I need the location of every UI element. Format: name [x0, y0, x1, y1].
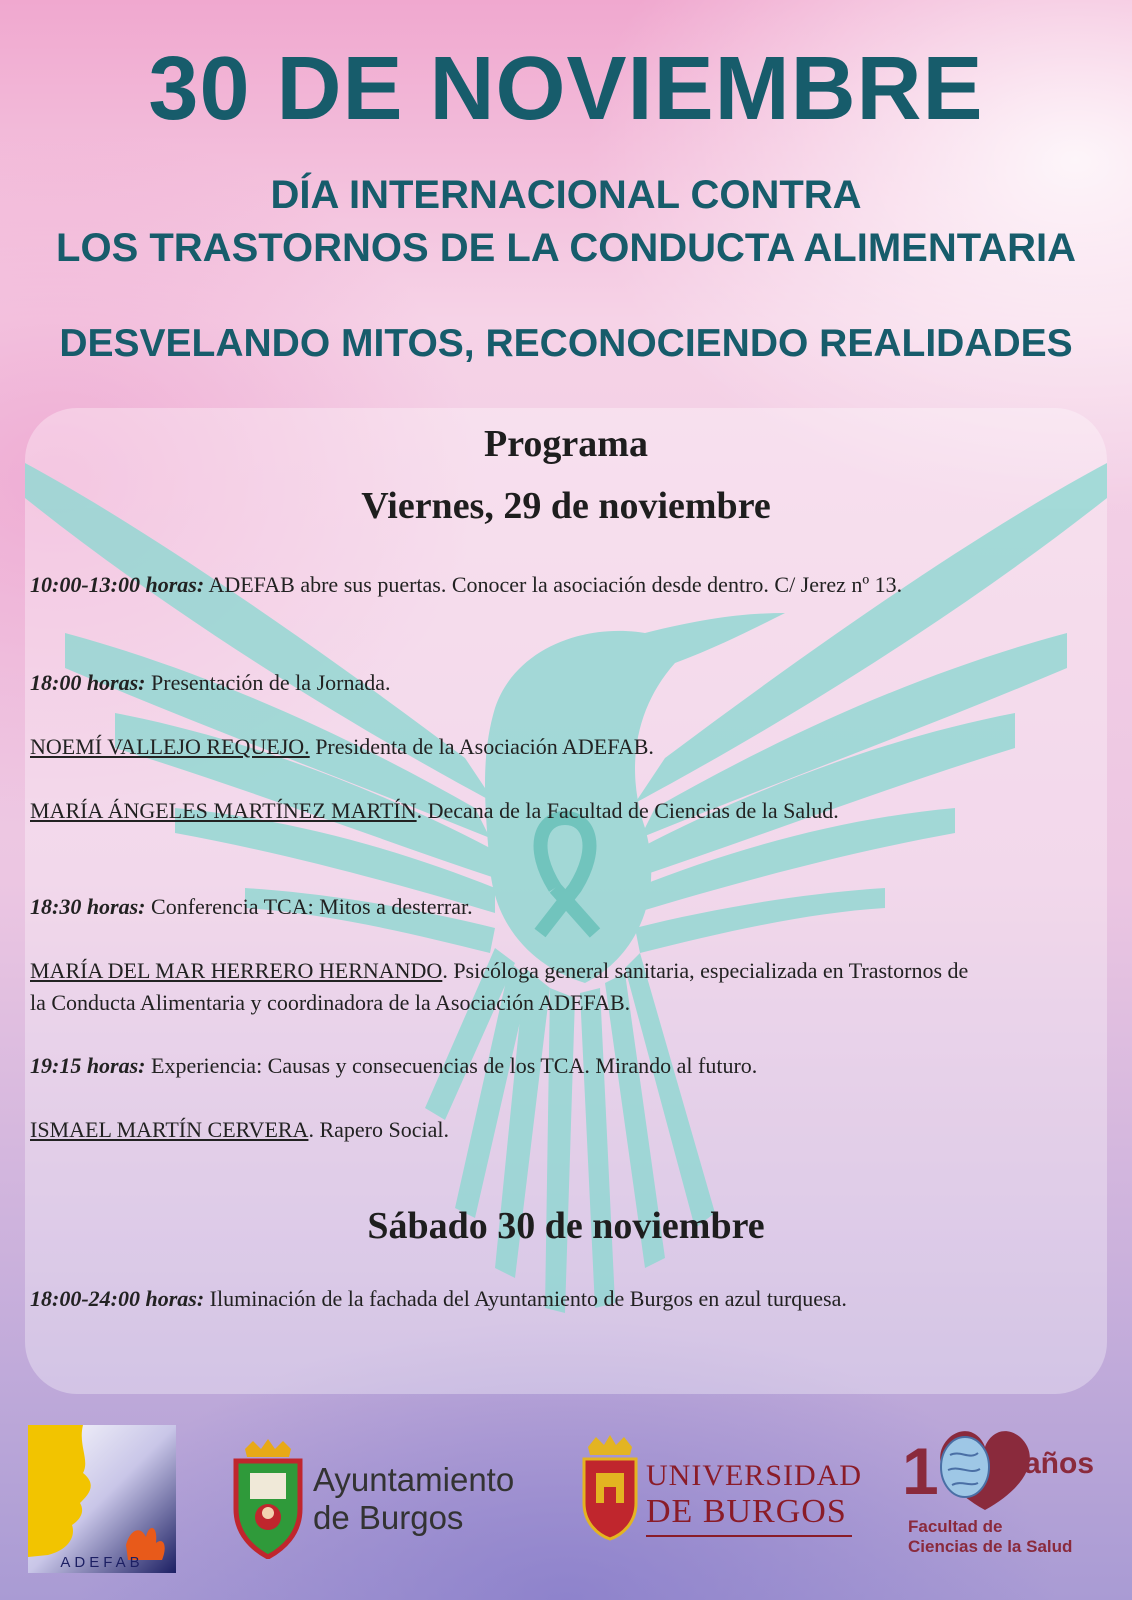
speaker-maria-angeles: [30, 795, 1105, 827]
event-illumination: [30, 1283, 1105, 1315]
speaker-noemi: [30, 731, 1105, 763]
day2-title: Sábado 30 de noviembre: [367, 1205, 765, 1247]
svg-text:ADEFAB: ADEFAB: [60, 1554, 144, 1571]
speaker-role-continued: la Conducta Alimentaria y coordinadora de la Asociación ADEFAB.: [30, 990, 631, 1015]
event-text: Conferencia TCA: Mitos a desterrar.: [145, 894, 473, 919]
ayuntamiento-shield-icon: [233, 1439, 303, 1559]
speaker-role: . Rapero Social.: [308, 1117, 449, 1142]
ayuntamiento-line1: Ayuntamiento: [313, 1461, 515, 1498]
facultad-line1: Facultad de: [908, 1517, 1003, 1536]
event-time: 10:00-13:00 horas:: [30, 572, 205, 597]
subtitle-line-2: LOS TRASTORNOS DE LA CONDUCTA ALIMENTARIA: [56, 226, 1076, 270]
event-time: 18:30 horas:: [30, 894, 146, 919]
event-time: 18:00-24:00 horas:: [30, 1286, 205, 1311]
universidad-line1: UNIVERSIDAD: [646, 1459, 862, 1492]
day1-title: Viernes, 29 de noviembre: [361, 485, 771, 527]
event-adefab-open: [30, 569, 1105, 601]
event-conference: [30, 891, 1105, 923]
facultad-line2: Ciencias de la Salud: [908, 1537, 1073, 1556]
event-text: ADEFAB abre sus puertas. Conocer la asociación desde dentro. C/ Jerez nº 13.: [204, 572, 903, 597]
subtitle-line-1: DÍA INTERNACIONAL CONTRA: [270, 173, 862, 217]
motto: DESVELANDO MITOS, RECONOCIENDO REALIDADES: [59, 322, 1073, 365]
event-text: Iluminación de la fachada del Ayuntamiento de Burgos en azul turquesa.: [204, 1286, 847, 1311]
facultad-years: años: [1024, 1447, 1095, 1480]
sponsor-logos: [0, 1425, 1132, 1585]
program-heading: Programa: [484, 423, 648, 465]
speaker-name: NOEMÍ VALLEJO REQUEJO.: [30, 734, 310, 759]
event-time: 18:00 horas:: [30, 670, 146, 695]
speaker-ismael: [30, 1114, 1105, 1146]
event-text: Experiencia: Causas y consecuencias de los TCA. Mirando al futuro.: [145, 1053, 758, 1078]
event-presentation: [30, 667, 1105, 699]
speaker-role: Presidenta de la Asociación ADEFAB.: [309, 734, 654, 759]
speaker-role: . Psicóloga general sanitaria, especializada en Trastornos de: [442, 958, 969, 983]
event-experience: [30, 1050, 1105, 1082]
universidad-crest-icon: [580, 1433, 640, 1543]
event-time: 19:15 horas:: [30, 1053, 146, 1078]
facultad-number: 1: [902, 1434, 939, 1508]
speaker-maria-del-mar: [30, 955, 1105, 1019]
speaker-name: MARÍA ÁNGELES MARTÍNEZ MARTÍN: [30, 798, 417, 823]
speaker-role: . Decana de la Facultad de Ciencias de la Salud.: [416, 798, 839, 823]
universidad-underline: [646, 1535, 852, 1537]
facultad-logo: [902, 1425, 1098, 1575]
speaker-name: MARÍA DEL MAR HERRERO HERNANDO: [30, 958, 443, 983]
speaker-name: ISMAEL MARTÍN CERVERA: [30, 1117, 309, 1142]
event-text: Presentación de la Jornada.: [145, 670, 391, 695]
adefab-face-icon: [28, 1425, 176, 1573]
ayuntamiento-line2: de Burgos: [313, 1499, 464, 1536]
universidad-line2: DE BURGOS: [646, 1493, 847, 1530]
universidad-logo: [580, 1433, 870, 1563]
ayuntamiento-logo: [233, 1439, 553, 1569]
adefab-logo: [28, 1425, 176, 1573]
main-title: 30 DE NOVIEMBRE: [148, 39, 984, 139]
